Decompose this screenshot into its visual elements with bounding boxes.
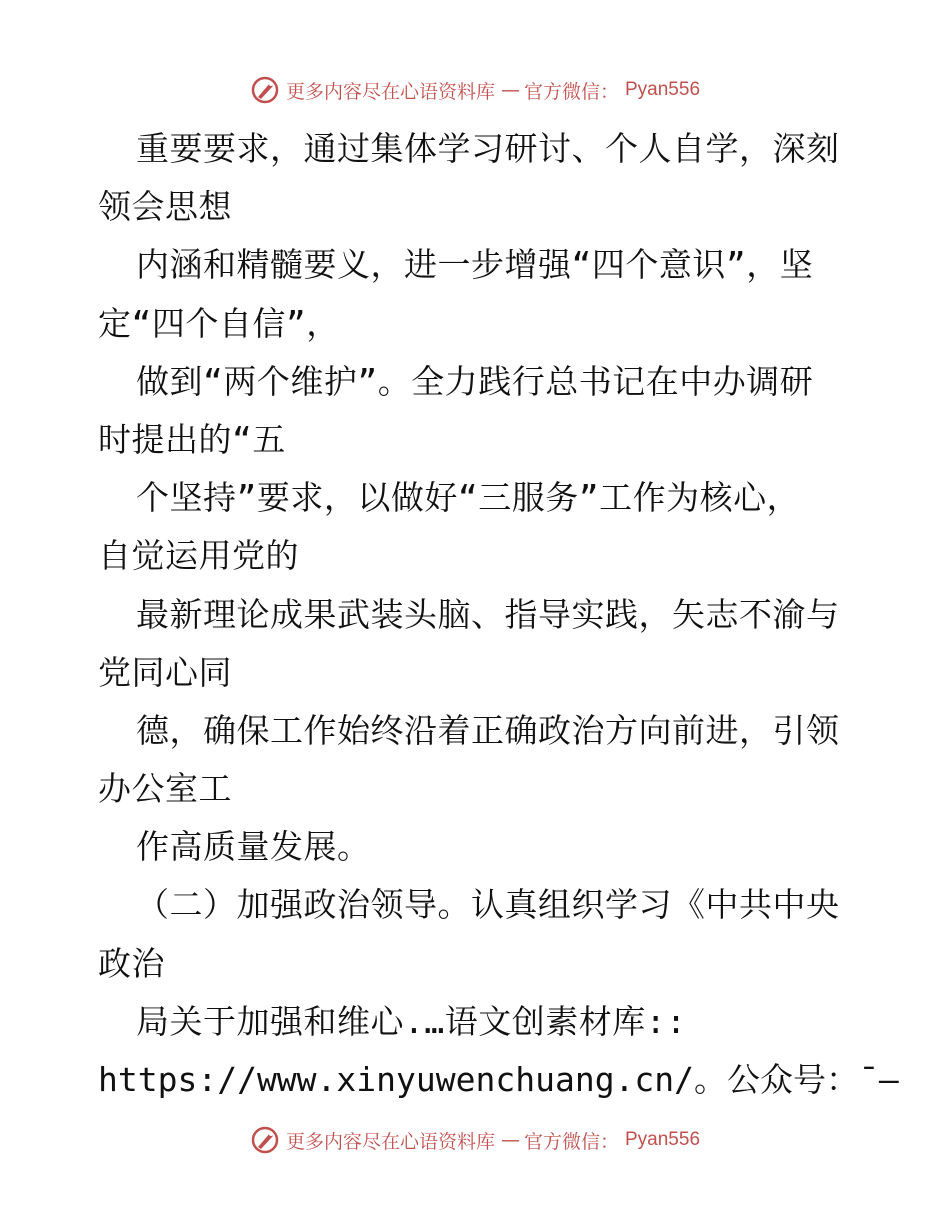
watermark-text: 更多内容尽在心语资料库 <box>285 80 495 103</box>
text-line-11: 德，确保工作始终沿着正确政治方向前进，引领 <box>136 710 840 750</box>
text-line-8: 自觉运用党的 <box>98 536 299 576</box>
text-line-13: 作高质量发展。 <box>136 827 371 867</box>
text-line-12: 办公室工 <box>98 769 232 809</box>
text-line-15: 政治 <box>98 943 165 983</box>
text-line-2: 领会思想 <box>98 187 232 227</box>
watermark-wechat-label: 官方微信： <box>523 80 619 103</box>
text-line-17-url: https://www.xinyuwenchuang.cn/。公众号：¯— <box>98 1060 899 1099</box>
text-line-5: 做到“两个维护”。全力践行总书记在中办调研 <box>136 361 814 401</box>
pen-logo-icon <box>250 75 280 105</box>
watermark-text: 更多内容尽在心语资料库 <box>285 1130 495 1153</box>
text-line-1: 重要要求，通过集体学习研讨、个人自学，深刻 <box>136 129 840 168</box>
text-line-7: 个坚持”要求，以做好“三服务”工作为核心， <box>136 478 801 518</box>
watermark-dash: — <box>500 79 518 101</box>
header-watermark <box>0 72 950 108</box>
watermark-wechat-label: 官方微信： <box>523 1130 619 1153</box>
watermark-dash: — <box>500 1129 518 1151</box>
text-line-14: （二）加强政治领导。认真组织学习《中共中央 <box>136 885 840 925</box>
pen-logo-icon <box>250 1125 280 1155</box>
watermark-wechat-id: Pyan556 <box>625 79 701 100</box>
text-line-6: 时提出的“五 <box>98 419 286 459</box>
text-line-16: 局关于加强和维心.…语文创素材库:: <box>136 1001 687 1041</box>
document-body <box>98 120 899 1109</box>
text-line-3: 内涵和精髓要义，进一步增强“四个意识”，坚 <box>136 245 814 285</box>
text-line-9: 最新理论成果武装头脑、指导实践，矢志不渝与 <box>136 594 840 634</box>
watermark-wechat-id: Pyan556 <box>625 1129 701 1150</box>
text-line-10: 党同心同 <box>98 652 232 692</box>
text-line-4: 定“四个自信”， <box>98 303 340 343</box>
footer-watermark <box>0 1122 950 1158</box>
